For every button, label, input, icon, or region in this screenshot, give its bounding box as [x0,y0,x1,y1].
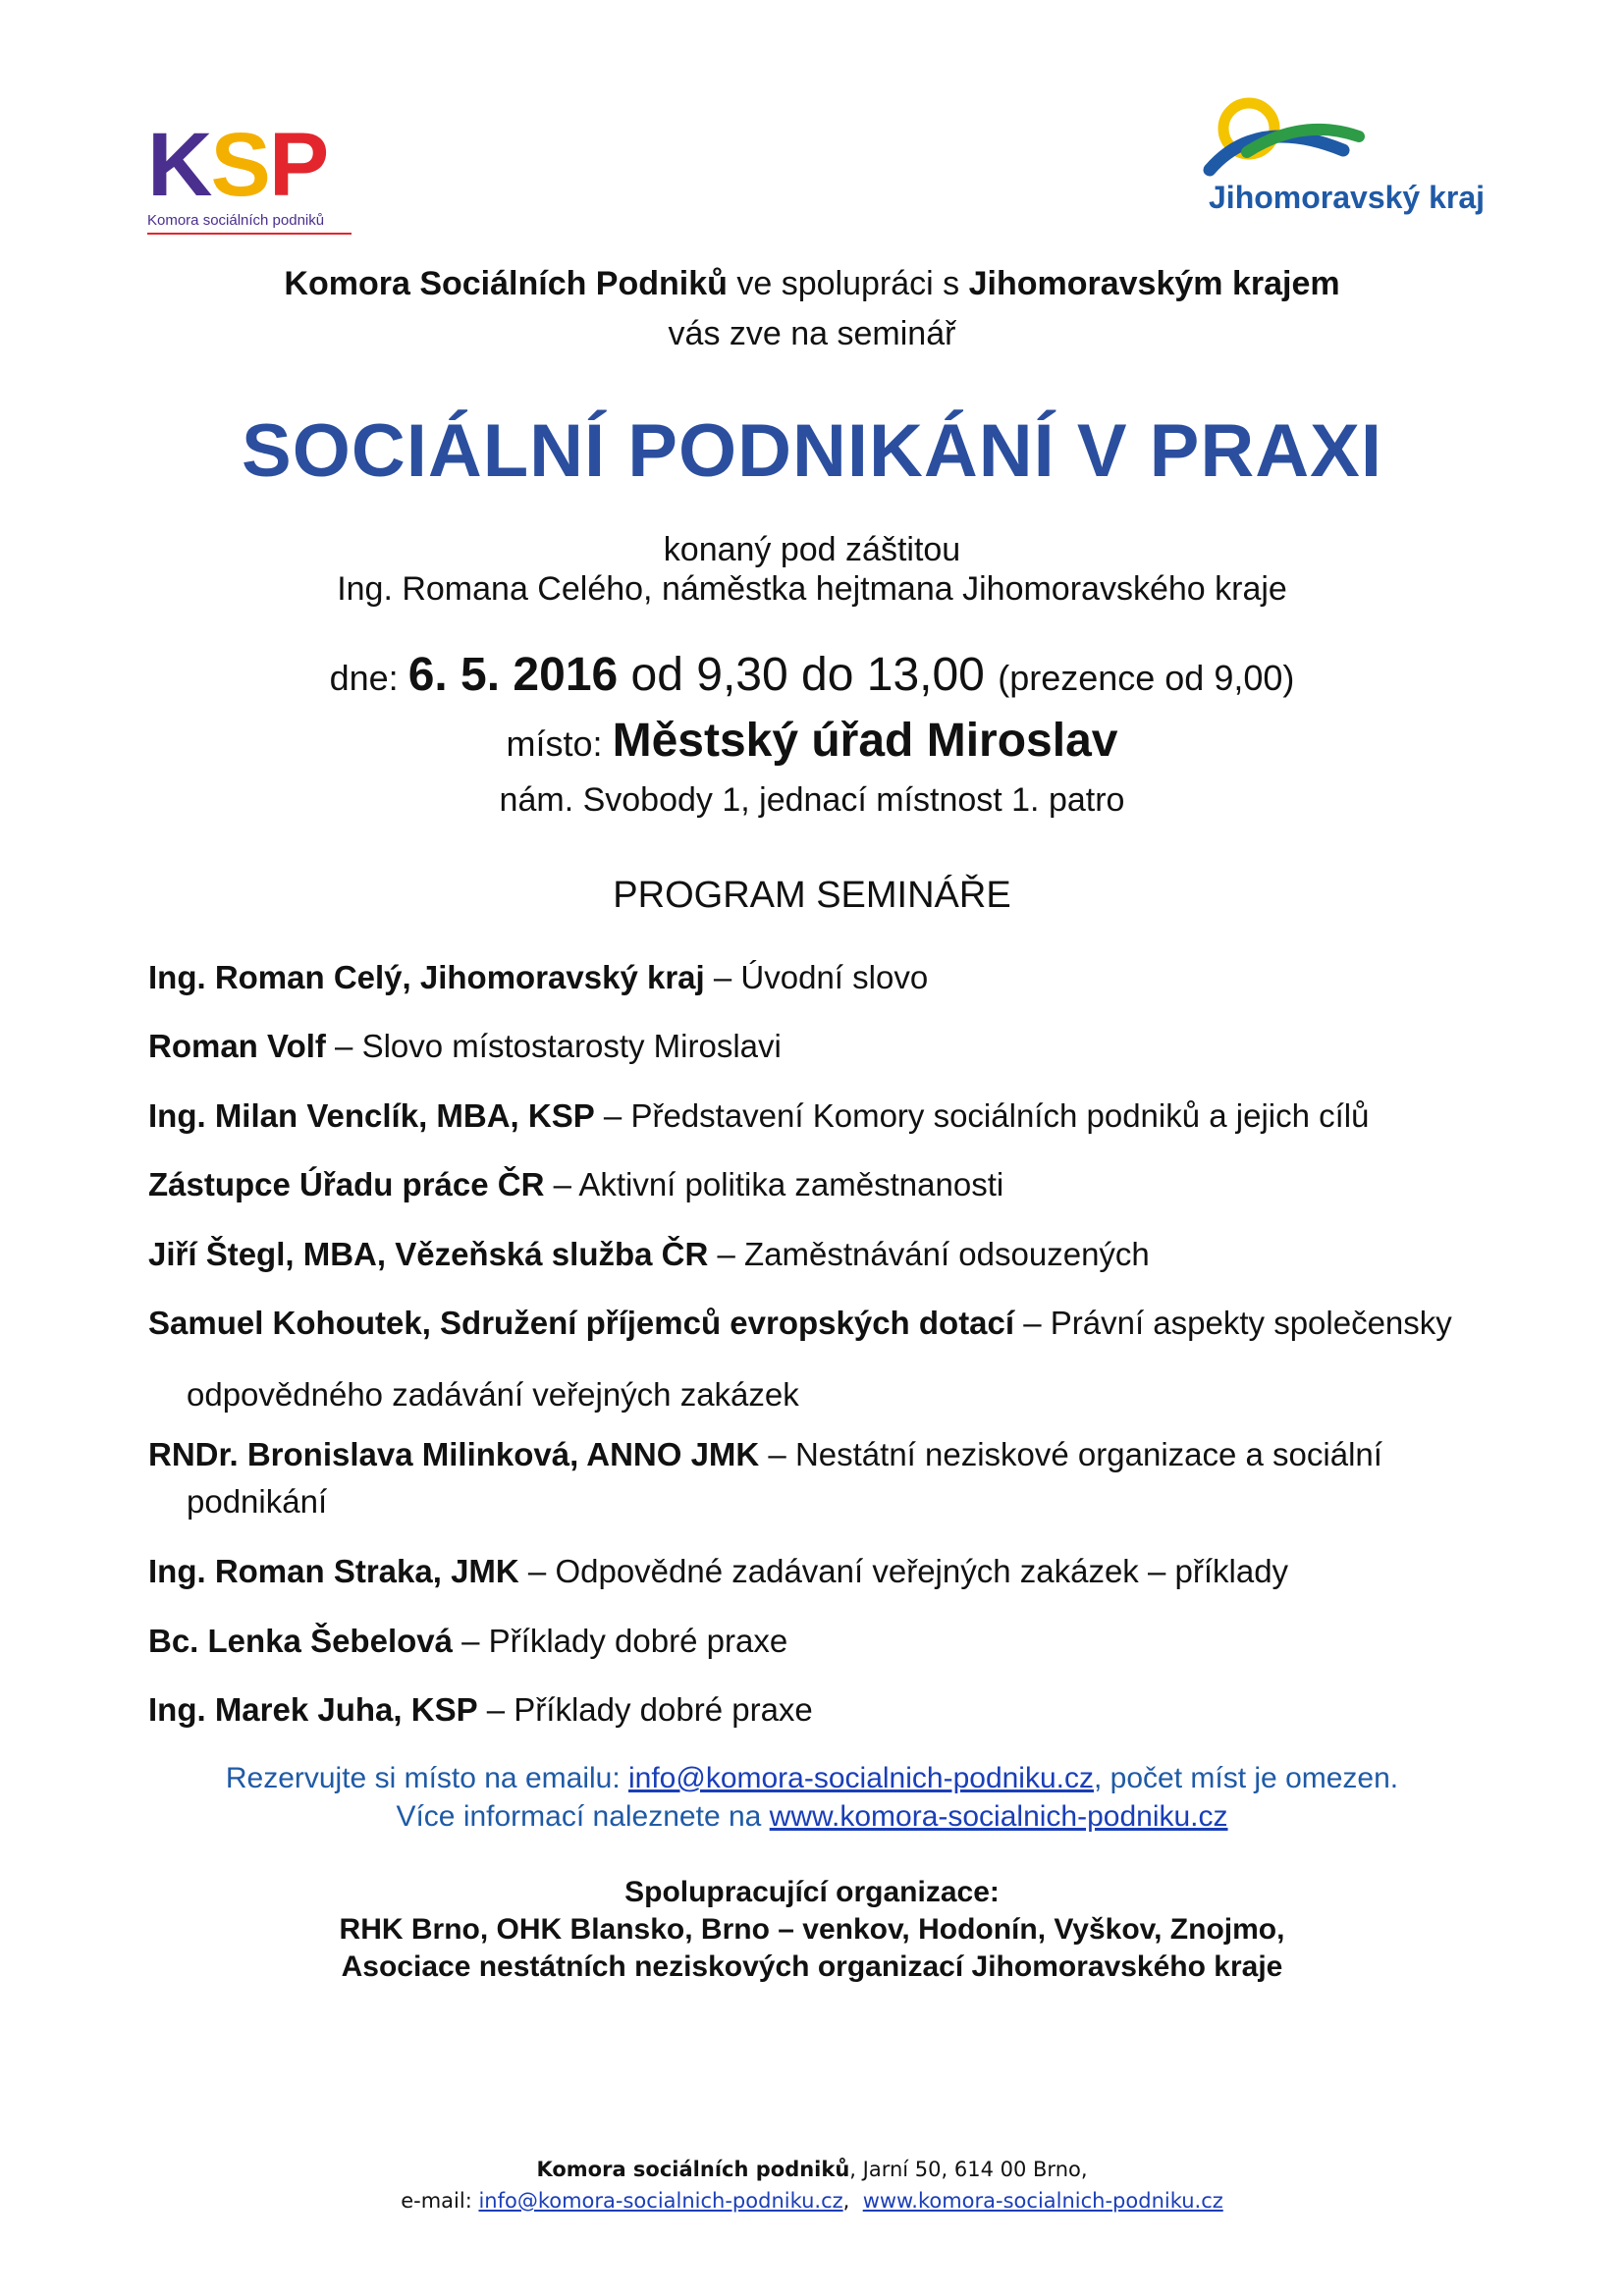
program-topic-continuation: podnikání [187,1483,328,1520]
intro-connector: ve spolupráci s [727,265,969,302]
program-topic: – Nestátní neziskové organizace a sociální [759,1436,1382,1472]
event-time: od 9,30 do 13,00 [618,649,999,701]
partner-name: Jihomoravským krajem [968,265,1340,302]
reservation-suffix: , počet míst je omezen. [1094,1762,1399,1794]
ksp-letter-k: K [147,115,211,215]
footer-email-link[interactable]: info@komora-socialnich-podniku.cz [478,2189,843,2213]
footer-separator: , [842,2189,863,2213]
program-speaker: Ing. Roman Straka, JMK [148,1553,519,1589]
partners-heading: Spolupracující organizace: [624,1876,1000,1908]
place-label: místo: [506,723,613,764]
program-speaker: Samuel Kohoutek, Sdružení příjemců evropských dotací [148,1305,1015,1341]
partners-line-2: Asociace nestátních neziskových organizací Jihomoravského kraje [341,1950,1283,1983]
program-topic: – Představení Komory sociálních podniků a jejich cílů [594,1097,1370,1134]
auspices-line-2: Ing. Romana Celého, náměstka hejtmana Jihomoravského kraje [337,570,1287,608]
ksp-logo-subtitle: Komora sociálních podniků [147,212,352,235]
organizer-name: Komora Sociálních Podniků [284,265,728,302]
ksp-logo-letters [147,115,373,215]
program-speaker: Zástupce Úřadu práce ČR [148,1166,545,1202]
ksp-letter-s: S [210,115,269,215]
website-link[interactable]: www.komora-socialnich-podniku.cz [769,1800,1228,1833]
program-topic: – Aktivní politika zaměstnanosti [544,1166,1004,1202]
reservation-email-link[interactable]: info@komora-socialnich-podniku.cz [628,1762,1094,1794]
invitation-line: vás zve na seminář [668,315,956,352]
program-heading: PROGRAM SEMINÁŘE [613,875,1011,916]
registration-time: (prezence od 9,00) [998,658,1295,698]
program-item [148,1552,1523,1591]
footer-address-text: , Jarní 50, 614 00 Brno, [849,2158,1088,2181]
seminar-title: SOCIÁLNÍ PODNIKÁNÍ V PRAXI [242,409,1382,493]
partners-line-1: RHK Brno, OHK Blansko, Brno – venkov, Hodonín, Vyškov, Znojmo, [339,1913,1285,1946]
footer-website-link[interactable]: www.komora-socialnich-podniku.cz [862,2189,1223,2213]
event-date-line [0,648,1624,702]
jmk-logo-name: Jihomoravský kraj [1209,180,1486,215]
program-topic-continuation: odpovědného zadávání veřejných zakázek [187,1376,799,1413]
program-item [148,1235,1523,1274]
program-item [148,1096,1523,1136]
program-item [148,1027,1523,1066]
program-speaker: Ing. Roman Celý, Jihomoravský kraj [148,959,705,995]
invitation-intro [0,265,1624,303]
ksp-logo [147,115,373,229]
program-topic: – Odpovědné zadávaní veřejných zakázek – příklady [518,1553,1289,1589]
event-date: 6. 5. 2016 [407,649,619,701]
program-item [148,1304,1523,1343]
program-item [148,1622,1523,1661]
event-address: nám. Svobody 1, jednací místnost 1. patro [499,781,1125,819]
more-info-prefix: Více informací naleznete na [396,1800,770,1833]
auspices-line-1: konaný pod záštitou [663,531,961,568]
footer-address [0,2154,1624,2185]
program-topic: – Zaměstnávání odsouzených [708,1236,1150,1272]
program-topic: – Příklady dobré praxe [477,1691,813,1728]
footer-org: Komora sociálních podniků [536,2158,850,2181]
program-speaker: RNDr. Bronislava Milinková, ANNO JMK [148,1436,760,1472]
more-info-line [0,1800,1624,1834]
jmk-emblem-icon [1196,93,1490,182]
footer-contact [0,2185,1624,2216]
reservation-line [0,1762,1624,1795]
program-topic: – Úvodní slovo [704,959,929,995]
program-item [148,958,1523,997]
date-label: dne: [329,658,408,698]
program-item [148,1165,1523,1204]
program-item [148,1690,1523,1730]
event-place-line [0,714,1624,768]
program-topic: – Slovo místostarosty Miroslavi [325,1028,782,1064]
reservation-prefix: Rezervujte si místo na emailu: [225,1762,628,1794]
program-speaker: Jiří Štegl, MBA, Vězeňská služba ČR [148,1236,709,1272]
footer-email-label: e-mail: [401,2189,479,2213]
program-topic: – Právní aspekty společensky [1014,1305,1452,1341]
program-speaker: Bc. Lenka Šebelová [148,1623,453,1659]
program-speaker: Roman Volf [148,1028,326,1064]
jmk-logo [1196,93,1490,231]
program-speaker: Ing. Marek Juha, KSP [148,1691,478,1728]
program-speaker: Ing. Milan Venclík, MBA, KSP [148,1097,595,1134]
program-item [148,1435,1523,1474]
program-topic: – Příklady dobré praxe [452,1623,788,1659]
event-place: Městský úřad Miroslav [612,715,1118,767]
ksp-letter-p: P [268,115,328,215]
